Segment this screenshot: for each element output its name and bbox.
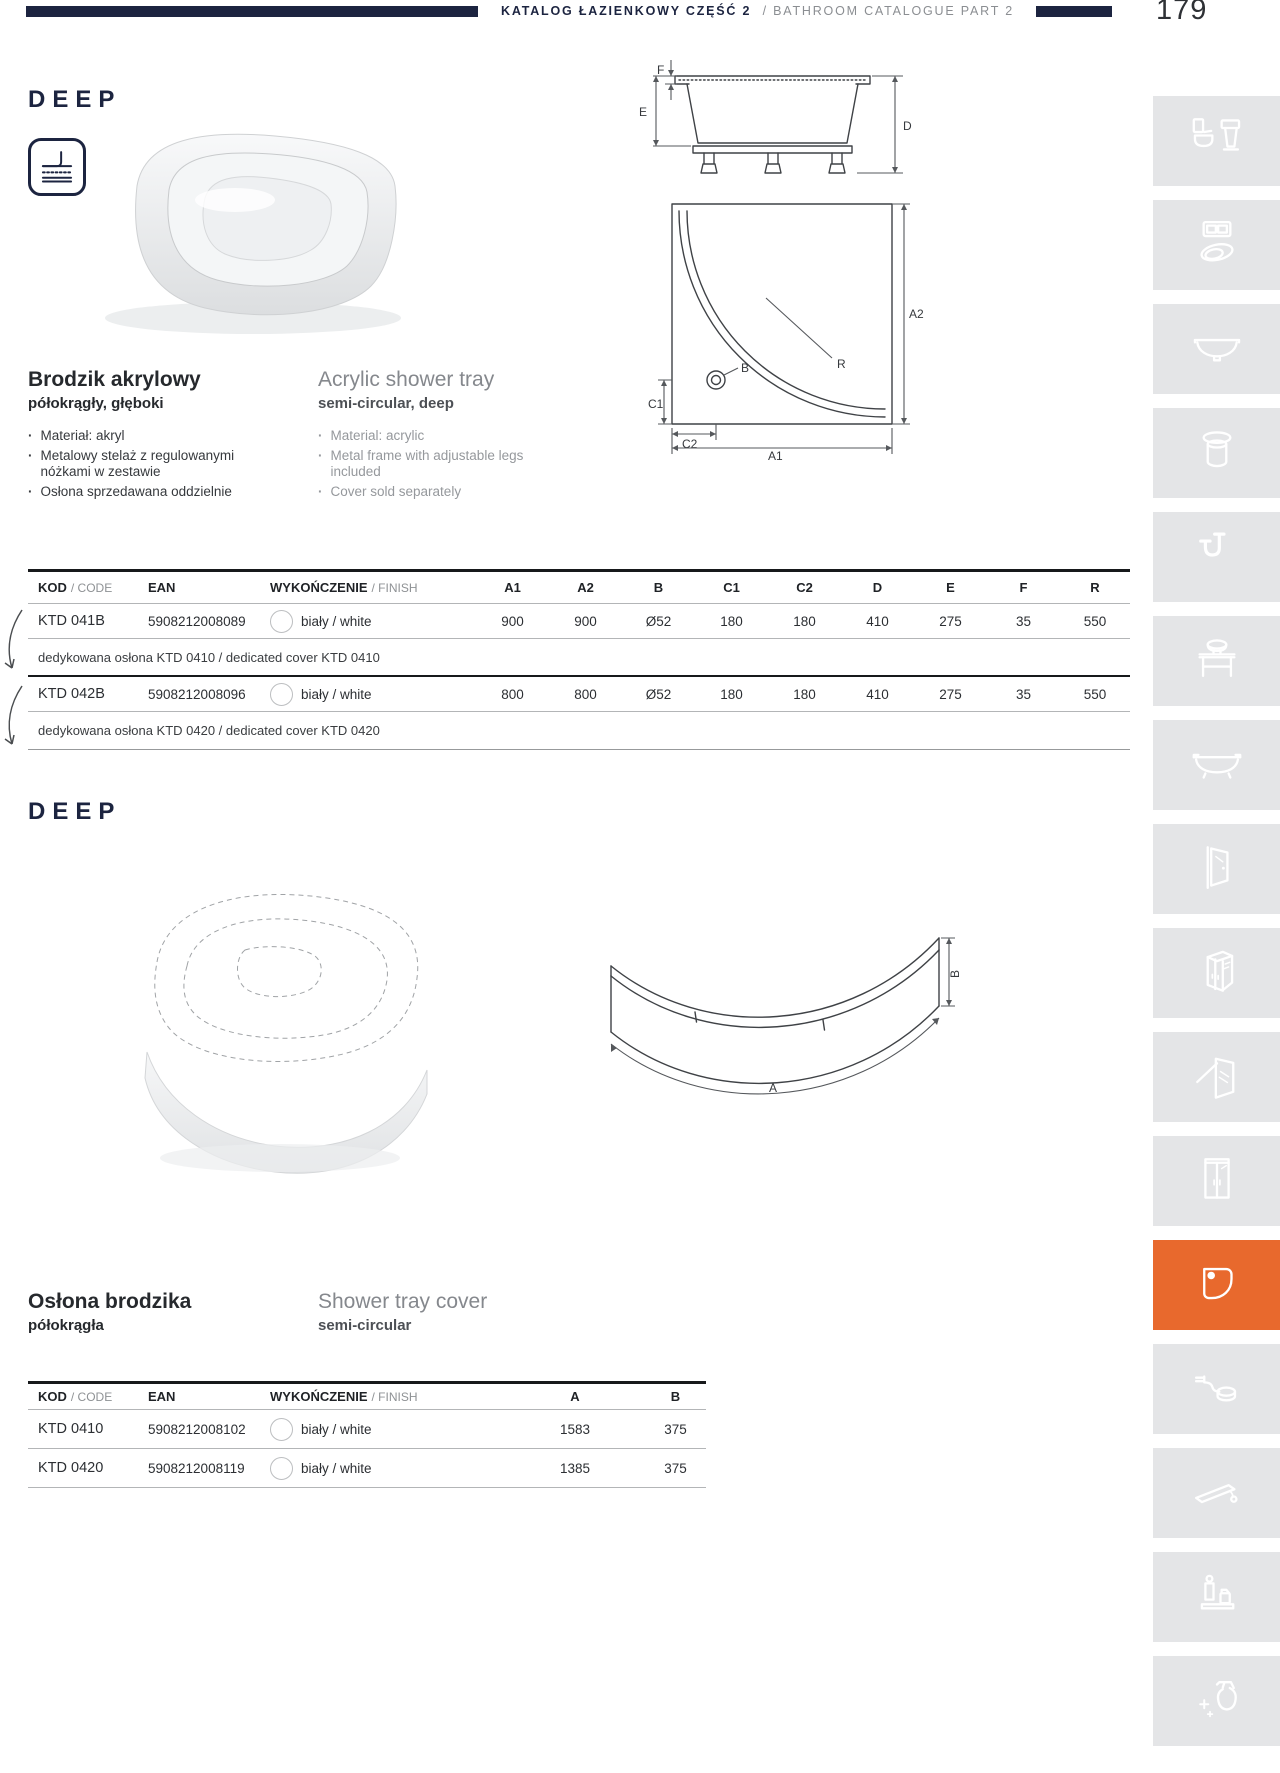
section2-badge: DEEP: [28, 798, 122, 825]
dimension-value: 1583: [559, 1421, 591, 1437]
product-code: KTD 041B: [38, 613, 105, 629]
bullet-text: Metal frame with adjustable legs included: [330, 447, 524, 480]
bullet-item: [318, 484, 558, 500]
bullet-dot: ·: [28, 483, 33, 499]
column-header-label: EAN: [148, 580, 176, 595]
header-title-en: / BATHROOM CATALOGUE PART 2: [762, 4, 1014, 18]
shower-tray-icon: [1188, 1254, 1246, 1317]
column-header-label: D: [872, 580, 883, 595]
dimension-value: 800: [501, 686, 524, 702]
cover-subtitle-pl: półokrągła: [28, 1317, 104, 1335]
product-code: KTD 0420: [38, 1460, 104, 1476]
shower-tray-table: [28, 569, 1130, 750]
column-header-sublabel: / CODE: [70, 581, 113, 595]
finish-label: biały / white: [301, 613, 372, 629]
dim-label-r: R: [837, 357, 846, 371]
dimension-value: 375: [664, 1460, 687, 1476]
column-header: [28, 580, 148, 595]
finish-cell: [270, 1418, 505, 1441]
sidebar-category-shower-siphon: [1153, 1344, 1280, 1434]
sidebar-category-drain-plug: [1153, 408, 1280, 498]
sidebar-category-washbasin-console: [1153, 616, 1280, 706]
cover-title-pl: Osłona brodzika: [28, 1290, 192, 1313]
bullet-dot: ·: [318, 447, 323, 463]
finish-cell: [270, 683, 476, 706]
column-header-label: EAN: [148, 1389, 176, 1404]
dimension-value: 550: [1083, 613, 1107, 629]
dim-label-cover-b: B: [948, 969, 962, 978]
column-header: [270, 1388, 505, 1406]
column-header-label: A1: [504, 580, 521, 595]
column-header: [476, 580, 549, 595]
siphon-icon: [1188, 526, 1246, 589]
column-header-label: F: [1019, 580, 1028, 595]
sidebar-category-linear-drain: [1153, 1448, 1280, 1538]
bathtub-icon: [1188, 734, 1246, 797]
column-header: [768, 580, 841, 595]
dimension-value: Ø52: [645, 613, 672, 629]
bullet-text: Osłona sprzedawana oddzielnie: [40, 483, 232, 499]
finish-cell: [270, 610, 476, 633]
sidebar-category-cleaning-products: [1153, 1656, 1280, 1746]
dim-label-e: E: [639, 105, 648, 119]
deep-profile-icon: [28, 138, 86, 196]
finish-swatch-white: [270, 1418, 293, 1441]
column-header: [549, 580, 622, 595]
column-header: [148, 1389, 270, 1404]
dimension-value: 800: [574, 686, 597, 702]
countertop-washbasin-icon: [1188, 318, 1246, 381]
column-header: [505, 1389, 645, 1404]
dim-label-c1: C1: [648, 397, 664, 411]
dim-label-a1: A1: [768, 449, 783, 462]
bullet-dot: ·: [318, 483, 323, 499]
table-header-row: [28, 1384, 706, 1410]
sidebar-category-bathtub: [1153, 720, 1280, 810]
shower-enclosure-double-icon: [1188, 1150, 1246, 1213]
product-subtitle-en: semi-circular, deep: [318, 395, 454, 413]
column-header-label: A: [570, 1389, 580, 1404]
finish-swatch-white: [270, 610, 293, 633]
dimension-value: 180: [793, 686, 816, 702]
product-ean: 5908212008096: [148, 686, 246, 702]
dimension-value: Ø52: [645, 686, 672, 702]
cleaning-products-icon: [1188, 1670, 1246, 1733]
column-header-label: A2: [577, 580, 594, 595]
sidebar-category-shower-enclosure-double: [1153, 1136, 1280, 1226]
product-ean: 5908212008119: [148, 1460, 245, 1476]
cover-table: [28, 1381, 706, 1488]
section2-description-en: [318, 1290, 558, 1334]
sidebar-category-walk-in-screen: [1153, 1032, 1280, 1122]
column-header: [645, 1389, 706, 1404]
shower-siphon-icon: [1188, 1358, 1246, 1421]
dimension-value: 35: [1015, 686, 1032, 702]
bullet-item: [28, 428, 288, 444]
dimension-value: 900: [574, 613, 597, 629]
product-title-en: Acrylic shower tray: [318, 368, 495, 391]
column-header-label: E: [946, 580, 955, 595]
product-code: KTD 042B: [38, 686, 105, 702]
bullet-dot: ·: [28, 447, 33, 463]
cover-drawing: [595, 912, 963, 1112]
column-header-sublabel: / FINISH: [371, 580, 418, 595]
bullet-text: Cover sold separately: [330, 483, 462, 499]
finish-label: biały / white: [301, 1421, 372, 1437]
dimension-value: 35: [1015, 613, 1032, 629]
dedicated-cover-note: dedykowana osłona KTD 0420 / dedicated cover KTD 0420: [28, 712, 1130, 750]
bathroom-accessories-icon: [1188, 1566, 1246, 1629]
note-arrow-icon: [2, 606, 26, 676]
sidebar-category-wc-and-washbasin: [1153, 96, 1280, 186]
bullet-dot: ·: [28, 428, 33, 444]
sidebar-category-flush-plate-and-seat: [1153, 200, 1280, 290]
table-row: [28, 677, 1130, 712]
dim-label-d: D: [903, 119, 912, 133]
section1-description-en: [318, 368, 558, 503]
table-row: [28, 604, 1130, 639]
bullet-item: [28, 448, 288, 481]
header-rule-left: [26, 6, 478, 17]
column-header-label: KOD: [38, 580, 67, 595]
product-code: KTD 0410: [38, 1421, 104, 1437]
dim-label-cover-a: A: [769, 1081, 778, 1095]
section1-description-pl: [28, 368, 288, 503]
column-header-label: B: [653, 580, 664, 595]
column-header-label: C2: [796, 580, 813, 595]
note-arrow-icon: [2, 682, 26, 752]
flush-plate-and-seat-icon: [1188, 214, 1246, 277]
sidebar-category-shower-enclosure: [1153, 928, 1280, 1018]
header-rule-right: [1036, 6, 1112, 17]
dimension-value: 410: [866, 686, 889, 702]
bullet-item: [318, 448, 558, 481]
sidebar-category-shower-door: [1153, 824, 1280, 914]
finish-cell: [270, 1457, 505, 1480]
dimension-value: 180: [720, 613, 743, 629]
bullet-text: Metalowy stelaż z regulowanymi nóżkami w zestawie: [40, 447, 235, 480]
sidebar-category-countertop-washbasin: [1153, 304, 1280, 394]
wc-and-washbasin-icon: [1188, 110, 1246, 173]
section2-description-pl: [28, 1290, 288, 1334]
walk-in-screen-icon: [1188, 1046, 1246, 1109]
dimension-value: 180: [793, 613, 816, 629]
bullet-item: [318, 428, 558, 444]
category-sidebar: [1153, 96, 1280, 1746]
cover-title-en: Shower tray cover: [318, 1290, 488, 1313]
column-header: [1060, 580, 1130, 595]
column-header-sublabel: / FINISH: [371, 1389, 418, 1404]
column-header-label: WYKOŃCZENIE: [270, 1388, 368, 1404]
top-view-drawing: [648, 196, 930, 462]
table-header-row: [28, 572, 1130, 604]
feature-list-en: [318, 428, 558, 500]
column-header-label: WYKOŃCZENIE: [270, 579, 368, 595]
dimension-value: 410: [866, 613, 889, 629]
bullet-text: Material: acrylic: [330, 428, 425, 444]
dedicated-cover-note: dedykowana osłona KTD 0410 / dedicated cover KTD 0410: [28, 639, 1130, 677]
sidebar-category-shower-tray-active: [1153, 1240, 1280, 1330]
column-header: [270, 579, 476, 597]
column-header: [841, 580, 914, 595]
side-view-drawing: [625, 46, 920, 198]
dim-label-c2: C2: [682, 437, 698, 451]
finish-label: biały / white: [301, 686, 372, 702]
column-header: [28, 1389, 148, 1404]
column-header: [148, 580, 270, 595]
finish-swatch-white: [270, 1457, 293, 1480]
dimension-value: 550: [1083, 686, 1107, 702]
column-header: [914, 580, 987, 595]
product-title-pl: Brodzik akrylowy: [28, 368, 201, 391]
column-header-label: KOD: [38, 1389, 67, 1404]
cover-subtitle-en: semi-circular: [318, 1317, 412, 1335]
column-header: [987, 580, 1060, 595]
linear-drain-icon: [1188, 1462, 1246, 1525]
column-header: [622, 580, 695, 595]
sidebar-category-siphon: [1153, 512, 1280, 602]
column-header-label: R: [1090, 580, 1100, 595]
finish-swatch-white: [270, 683, 293, 706]
product-ean: 5908212008102: [148, 1421, 246, 1437]
bullet-item: [28, 484, 288, 500]
dimension-value: 275: [939, 613, 962, 629]
dimension-value: 180: [720, 686, 743, 702]
dimension-value: 1385: [559, 1460, 591, 1476]
shower-enclosure-icon: [1188, 942, 1246, 1005]
header-title: [501, 4, 1014, 18]
bullet-dot: ·: [318, 428, 323, 444]
dim-label-a2: A2: [909, 307, 924, 321]
product-photo-tray-cover: [95, 842, 445, 1252]
product-photo-shower-tray: [85, 90, 425, 350]
table-row: [28, 1449, 706, 1488]
column-header-label: C1: [723, 580, 740, 595]
dimension-value: 900: [501, 613, 524, 629]
shower-door-icon: [1188, 838, 1246, 901]
table-row: [28, 1410, 706, 1449]
column-header-label: B: [670, 1389, 681, 1404]
sidebar-category-bathroom-accessories: [1153, 1552, 1280, 1642]
header-title-pl: KATALOG ŁAZIENKOWY CZĘŚĆ 2: [501, 4, 752, 18]
dimension-value: 375: [664, 1421, 687, 1437]
page-number: 179: [1156, 0, 1208, 26]
dim-label-f: F: [657, 63, 665, 77]
dimension-value: 275: [939, 686, 962, 702]
drain-plug-icon: [1188, 422, 1246, 485]
section1-badge: DEEP: [28, 86, 122, 113]
feature-list-pl: [28, 428, 288, 500]
dim-label-b: B: [741, 361, 750, 375]
finish-label: biały / white: [301, 1460, 372, 1476]
washbasin-console-icon: [1188, 630, 1246, 693]
column-header-sublabel: / CODE: [70, 1390, 113, 1404]
product-subtitle-pl: półokrągły, głęboki: [28, 395, 164, 413]
product-ean: 5908212008089: [148, 613, 246, 629]
bullet-text: Materiał: akryl: [40, 428, 125, 444]
column-header: [695, 580, 768, 595]
